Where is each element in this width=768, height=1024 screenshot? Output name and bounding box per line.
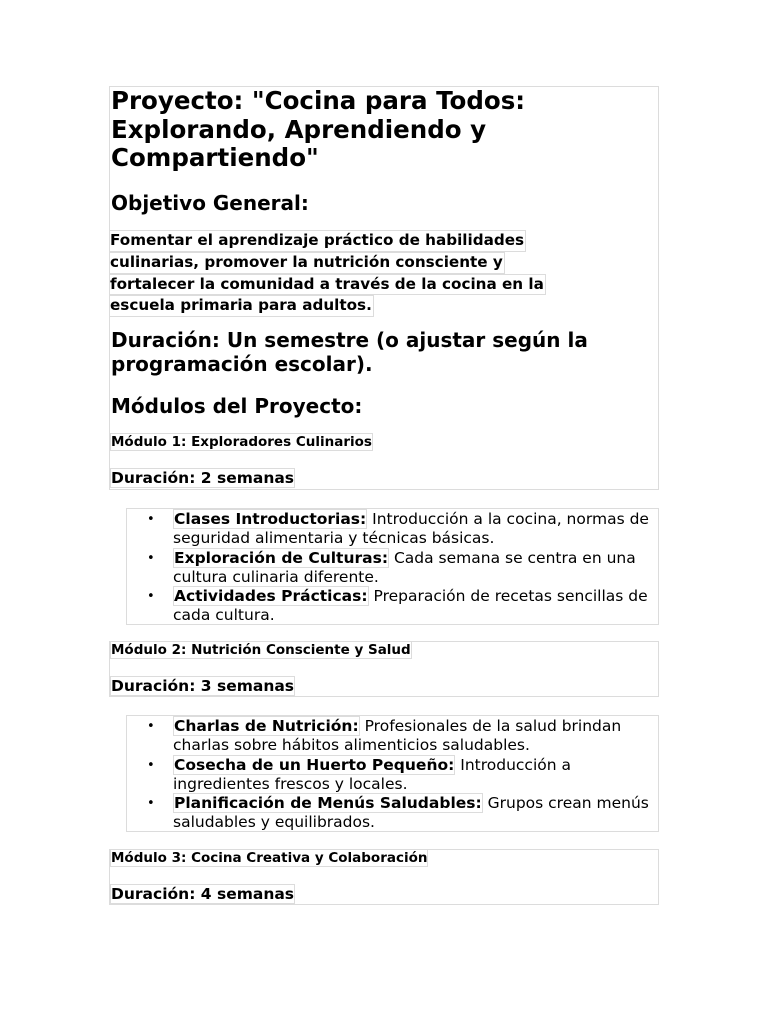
item-text: Preparación de recetas sencillas de cada cultura.	[173, 587, 648, 625]
list-item	[173, 717, 658, 756]
module-1-title	[110, 434, 373, 451]
objetivo-line: Fomentar el aprendizaje práctico de habilidades	[110, 230, 526, 252]
module-1-duration	[110, 469, 295, 487]
item-text: Cada semana se centra en una cultura culinaria diferente.	[173, 548, 636, 586]
item-label: Clases Introductorias:	[174, 510, 367, 528]
item-label: Exploración de Culturas:	[174, 548, 389, 567]
list-item	[173, 549, 658, 588]
module-2-activities	[126, 715, 659, 832]
module-3-title	[110, 850, 428, 867]
item-label: Planificación de Menús Saludables:	[174, 794, 482, 813]
item-label: Charlas de Nutrición:	[174, 717, 359, 735]
list-item	[173, 794, 658, 833]
module-2-duration	[110, 677, 295, 695]
module-3-header	[109, 849, 659, 905]
module-3-duration-text: Duración: 4 semanas	[111, 885, 295, 903]
list-item	[173, 510, 658, 549]
module-1-duration-text: Duración: 2 semanas	[111, 469, 295, 487]
objetivo-line: fortalecer la comunidad a través de la cocina en la	[110, 274, 546, 296]
item-label: Actividades Prácticas:	[174, 587, 368, 606]
module-2-title-text: Módulo 2: Nutrición Consciente y Salud	[111, 642, 411, 658]
modulos-heading: Módulos del Proyecto:	[111, 394, 363, 418]
objetivo-line: culinarias, promover la nutrición consciente y	[110, 252, 505, 274]
objetivo-line: escuela primaria para adultos.	[110, 295, 374, 317]
objetivo-text	[110, 230, 650, 317]
module-3-title-text: Módulo 3: Cocina Creativa y Colaboración	[111, 850, 428, 866]
item-text: Profesionales de la salud brindan charlas sobre hábitos alimenticios saludables.	[173, 717, 622, 755]
project-header-section	[109, 86, 659, 490]
duracion-heading: Duración: Un semestre (o ajustar según la programación escolar).	[111, 328, 588, 376]
list-item	[173, 587, 658, 626]
module-1-title-text: Módulo 1: Exploradores Culinarios	[111, 434, 372, 450]
item-text: Introducción a la cocina, normas de seguridad alimentaria y técnicas básicas.	[173, 510, 649, 548]
item-text: Introducción a ingredientes frescos y locales.	[173, 755, 571, 793]
module-2-duration-text: Duración: 3 semanas	[111, 677, 295, 695]
item-text: Grupos crean menús saludables y equilibrados.	[173, 794, 649, 832]
module-2-title	[110, 642, 412, 659]
module-2-header	[109, 641, 659, 697]
objetivo-heading: Objetivo General:	[111, 191, 309, 215]
module-3-duration	[110, 885, 295, 903]
module-1-activities	[126, 508, 659, 625]
page-title: Proyecto: "Cocina para Todos: Explorando, Aprendiendo y Compartiendo"	[111, 86, 526, 172]
item-label: Cosecha de un Huerto Pequeño:	[174, 755, 455, 774]
list-item	[173, 756, 658, 795]
